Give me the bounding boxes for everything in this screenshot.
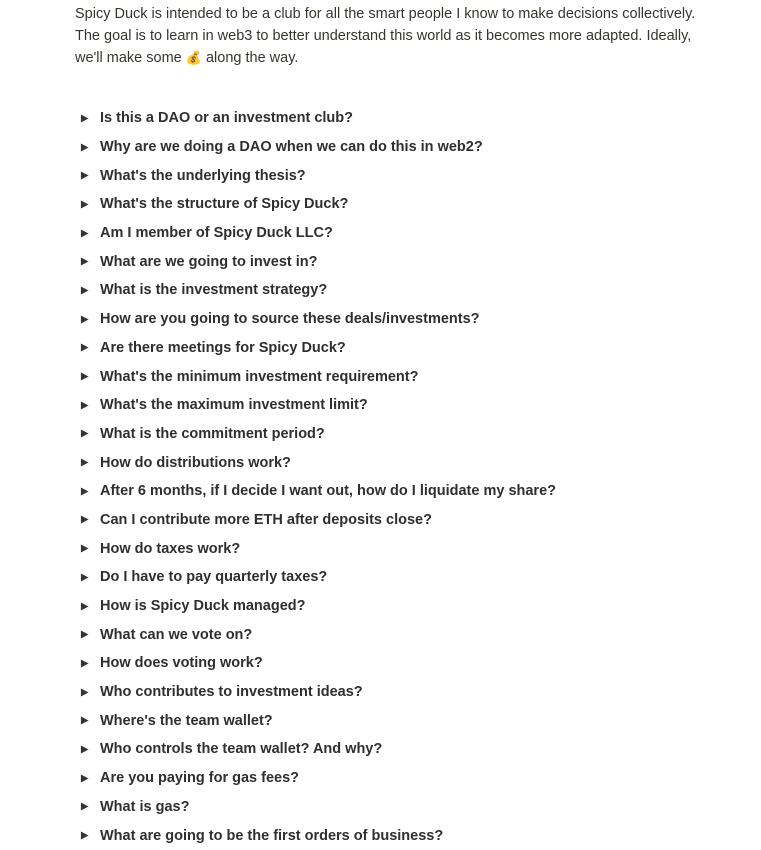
toggle-question-label: What is the investment strategy? — [100, 282, 328, 299]
toggle-triangle-icon[interactable] — [75, 143, 100, 152]
intro-line-2: The goal is to learn in web3 to better understand this world as it becomes more adapted. Ideally, — [75, 27, 692, 44]
toggle-triangle-icon[interactable] — [75, 286, 100, 295]
toggle-question-label: What is gas? — [100, 798, 190, 815]
faq-toggle-item[interactable] — [75, 190, 725, 219]
faq-toggle-item[interactable] — [75, 563, 725, 592]
toggle-question-label: After 6 months, if I decide I want out, how do I liquidate my share? — [100, 483, 556, 500]
toggle-triangle-icon[interactable] — [75, 458, 100, 467]
faq-toggle-item[interactable] — [75, 534, 725, 563]
toggle-question-label: What's the underlying thesis? — [100, 167, 306, 184]
toggle-triangle-icon[interactable] — [75, 831, 100, 840]
toggle-triangle-icon[interactable] — [75, 315, 100, 324]
faq-toggle-item[interactable] — [75, 247, 725, 276]
toggle-triangle-icon[interactable] — [75, 114, 100, 123]
faq-toggle-item[interactable] — [75, 219, 725, 248]
faq-toggle-item[interactable] — [75, 334, 725, 363]
faq-toggle-item[interactable] — [75, 706, 725, 735]
intro-line-3-end: along the way. — [205, 50, 299, 66]
faq-toggle-item[interactable] — [75, 620, 725, 649]
faq-toggle-item[interactable] — [75, 821, 725, 850]
toggle-question-label: What's the structure of Spicy Duck? — [100, 196, 349, 213]
toggle-question-label: What are we going to invest in? — [100, 253, 318, 270]
faq-toggle-item[interactable] — [75, 362, 725, 391]
toggle-triangle-icon[interactable] — [75, 401, 100, 410]
toggle-question-label: How are you going to source these deals/investments? — [100, 311, 480, 328]
faq-toggle-item[interactable] — [75, 448, 725, 477]
intro-line-3-start: we'll make some — [75, 50, 182, 66]
faq-toggle-item[interactable] — [75, 477, 725, 506]
toggle-triangle-icon[interactable] — [75, 745, 100, 754]
toggle-triangle-icon[interactable] — [75, 257, 100, 266]
page-content — [75, 4, 725, 844]
faq-toggle-item[interactable] — [75, 678, 725, 707]
toggle-question-label: How do taxes work? — [100, 540, 241, 557]
faq-toggle-item[interactable] — [75, 161, 725, 190]
toggle-triangle-icon[interactable] — [75, 716, 100, 725]
toggle-triangle-icon[interactable] — [75, 688, 100, 697]
toggle-question-label: Why are we doing a DAO when we can do this in web2? — [100, 139, 483, 156]
money-bag-icon: 💰 — [185, 50, 202, 65]
toggle-question-label: What can we vote on? — [100, 626, 253, 643]
faq-toggle-item[interactable] — [75, 506, 725, 535]
faq-toggle-item[interactable] — [75, 276, 725, 305]
intro-line-1: Spicy Duck is intended to be a club for all the smart people I know to make decisions collectively. — [75, 6, 696, 22]
intro-paragraph — [75, 4, 725, 70]
toggle-question-label: How does voting work? — [100, 655, 263, 672]
toggle-triangle-icon[interactable] — [75, 573, 100, 582]
toggle-triangle-icon[interactable] — [75, 602, 100, 611]
toggle-question-label: Am I member of Spicy Duck LLC? — [100, 225, 333, 242]
toggle-question-label: Where's the team wallet? — [100, 712, 273, 729]
faq-toggle-item[interactable] — [75, 391, 725, 420]
faq-toggle-list — [75, 104, 725, 850]
faq-toggle-item[interactable] — [75, 420, 725, 449]
toggle-triangle-icon[interactable] — [75, 774, 100, 783]
toggle-triangle-icon[interactable] — [75, 659, 100, 668]
toggle-question-label: Do I have to pay quarterly taxes? — [100, 569, 328, 586]
toggle-triangle-icon[interactable] — [75, 802, 100, 811]
toggle-triangle-icon[interactable] — [75, 372, 100, 381]
toggle-question-label: Is this a DAO or an investment club? — [100, 110, 353, 127]
toggle-question-label: What are going to be the first orders of business? — [100, 827, 444, 844]
faq-toggle-item[interactable] — [75, 305, 725, 334]
toggle-triangle-icon[interactable] — [75, 544, 100, 553]
toggle-question-label: How do distributions work? — [100, 454, 291, 471]
toggle-question-label: Who contributes to investment ideas? — [100, 684, 363, 701]
toggle-triangle-icon[interactable] — [75, 630, 100, 639]
toggle-triangle-icon[interactable] — [75, 200, 100, 209]
toggle-question-label: How is Spicy Duck managed? — [100, 598, 306, 615]
toggle-question-label: Who controls the team wallet? And why? — [100, 741, 383, 758]
toggle-triangle-icon[interactable] — [75, 229, 100, 238]
toggle-question-label: Can I contribute more ETH after deposits close? — [100, 511, 432, 528]
faq-toggle-item[interactable] — [75, 793, 725, 822]
toggle-triangle-icon[interactable] — [75, 343, 100, 352]
toggle-triangle-icon[interactable] — [75, 171, 100, 180]
faq-toggle-item[interactable] — [75, 592, 725, 621]
faq-toggle-item[interactable] — [75, 764, 725, 793]
toggle-question-label: What's the minimum investment requirement? — [100, 368, 419, 385]
faq-toggle-item[interactable] — [75, 133, 725, 162]
faq-toggle-item[interactable] — [75, 104, 725, 133]
toggle-triangle-icon[interactable] — [75, 515, 100, 524]
toggle-question-label: Are there meetings for Spicy Duck? — [100, 339, 346, 356]
faq-toggle-item[interactable] — [75, 735, 725, 764]
faq-toggle-item[interactable] — [75, 649, 725, 678]
toggle-question-label: What's the maximum investment limit? — [100, 397, 368, 414]
toggle-triangle-icon[interactable] — [75, 429, 100, 438]
toggle-question-label: Are you paying for gas fees? — [100, 770, 300, 787]
toggle-question-label: What is the commitment period? — [100, 425, 325, 442]
toggle-triangle-icon[interactable] — [75, 487, 100, 496]
